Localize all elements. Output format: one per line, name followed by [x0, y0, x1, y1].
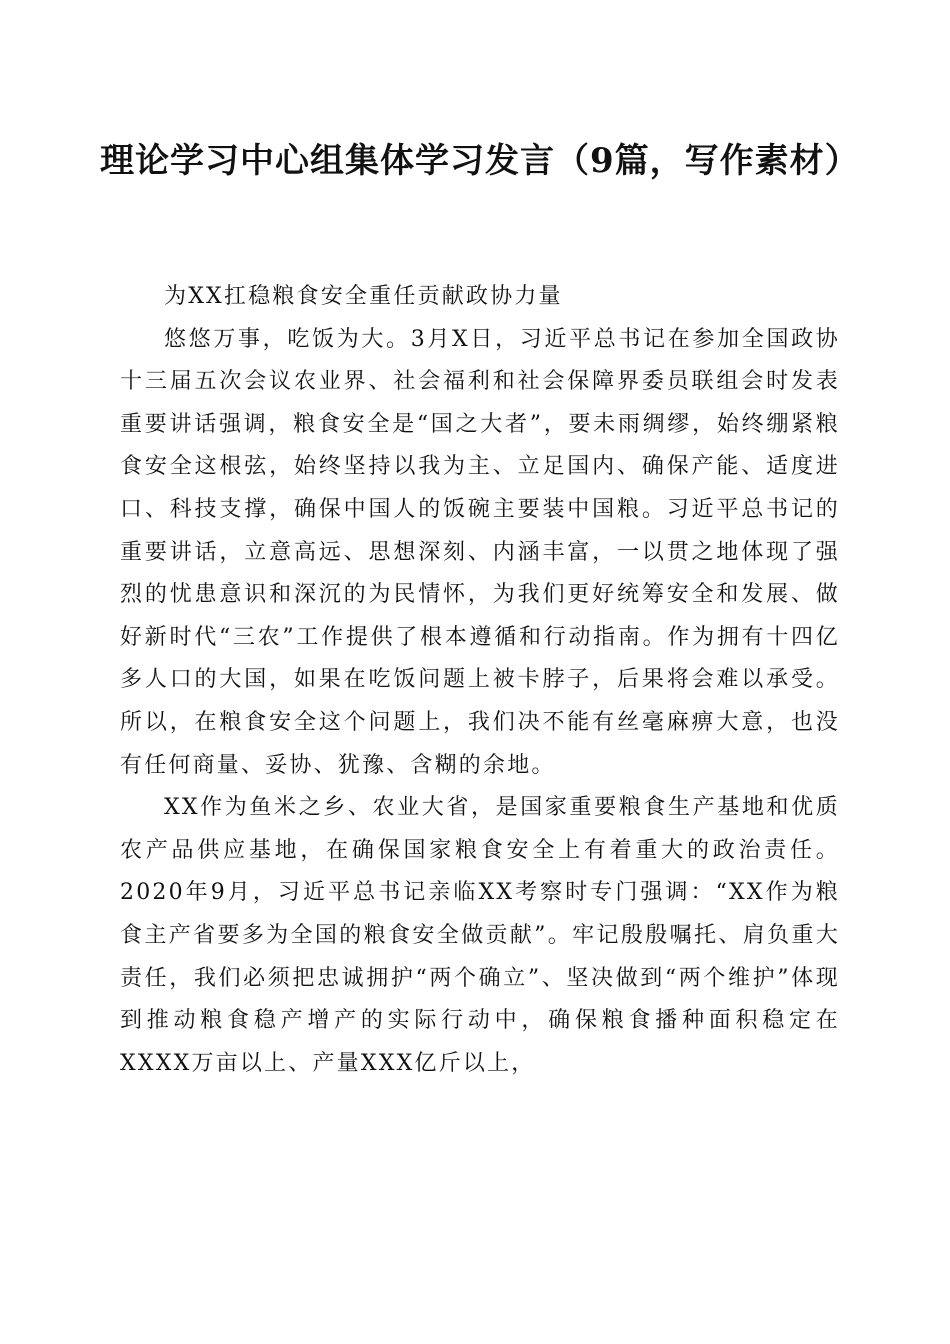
document-title: 理论学习中心组集体学习发言（9篇，写作素材） — [100, 141, 860, 181]
body-paragraph-2: XX作为鱼米之乡、农业大省，是国家重要粮食生产基地和优质农产品供应基地，在确保国家粮食安全上有着重大的政治责任。2020年9月，习近平总书记亲临XX考察时专门强调：“XX作为粮食主产省要多为全国的粮食安全做贡献”。牢记殷殷嘱托、肩负重大责任，我们必须把忠诚拥护“两个确立”、坚决做到“两个维护”体现到推动粮食稳产增产的实际行动中，确保粮食播种面积稳定在XXXX万亩以上、产量XXX亿斤以上， — [120, 795, 840, 1076]
speech-subtitle: 为XX扛稳粮食安全重任贡献政协力量 — [164, 284, 563, 309]
body-paragraph-1: 悠悠万事，吃饭为大。3月X日，习近平总书记在参加全国政协十三届五次会议农业界、社会福利和社会保障界委员联组会时发表重要讲话强调，粮食安全是“国之大者”，要未雨绸缪，始终绷紧粮食安全这根弦，始终坚持以我为主、立足国内、确保产能、适度进口、科技支撑，确保中国人的饭碗主要装中国粮。习近平总书记的重要讲话，立意高远、思想深刻、内涵丰富，一以贯之地体现了强烈的忧患意识和深沉的为民情怀，为我们更好统筹安全和发展、做好新时代“三农”工作提供了根本遵循和行动指南。作为拥有十四亿多人口的大国，如果在吃饭问题上被卡脖子，后果将会难以承受。所以，在粮食安全这个问题上，我们决不能有丝毫麻痹大意，也没有任何商量、妥协、犹豫、含糊的余地。 — [120, 326, 840, 778]
document-body — [120, 276, 840, 1085]
